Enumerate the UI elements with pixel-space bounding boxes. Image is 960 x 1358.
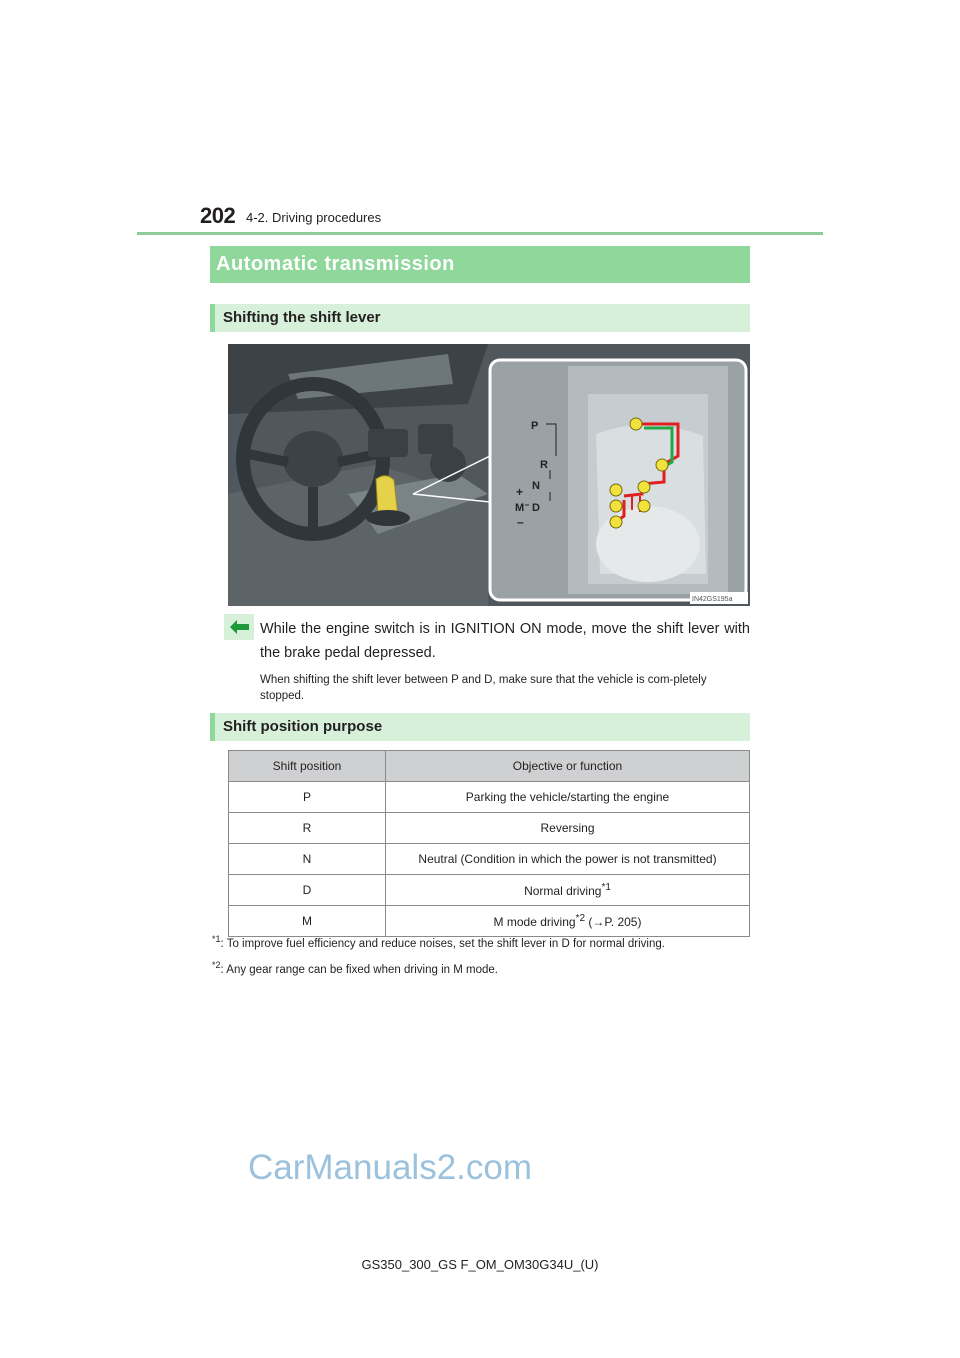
subsection-title: Shift position purpose [223, 718, 383, 735]
arrow-left-icon [224, 614, 254, 640]
footnote-mark: *2 [575, 913, 585, 924]
table-row [229, 906, 750, 937]
gate-label-plus: + [516, 485, 524, 499]
footer-code: GS350_300_GS F_OM_OM30G34U_(U) [361, 1257, 599, 1272]
subsection-shifting [210, 304, 750, 332]
section-label: 4-2. Driving procedures [246, 210, 382, 225]
page-title: Automatic transmission [216, 253, 455, 275]
function-text: Normal driving [524, 884, 602, 898]
instruction-text: While the engine switch is in IGNITION ON mode, move the shift lever with the brake pedal depressed. [260, 621, 750, 661]
gate-label-d: D [532, 502, 540, 514]
title-bar [210, 246, 750, 283]
cell-position: P [229, 782, 386, 813]
cell-position: D [229, 875, 386, 906]
page-number: 202 [200, 203, 236, 228]
header-objective: Objective or function [386, 751, 750, 782]
subsection-title: Shifting the shift lever [223, 309, 381, 326]
table-row [229, 875, 750, 906]
gate-label-m: M [515, 502, 525, 514]
footnote-1 [212, 934, 772, 950]
shift-position-table [228, 750, 750, 937]
header-rule [137, 232, 823, 235]
footnote-mark: *2 [212, 960, 221, 970]
watermark-link[interactable]: CarManuals2.com [248, 1148, 532, 1187]
gate-label-minus: – [517, 515, 524, 529]
function-text: M mode driving [493, 915, 576, 929]
shift-lever-illustration [228, 344, 750, 606]
gate-label-n: N [532, 480, 540, 492]
footnote-mark: *1 [601, 882, 611, 893]
cell-position: M [229, 906, 386, 937]
footnote-text: : Any gear range can be fixed when driving in M mode. [220, 963, 498, 976]
cell-function [386, 875, 750, 906]
cell-function: Reversing [386, 813, 750, 844]
table-row [229, 813, 750, 844]
figure-code: IN42GS195a [692, 596, 733, 603]
table-row [229, 844, 750, 875]
footnote-2 [212, 960, 772, 976]
subsection-purpose [210, 713, 750, 741]
illustration-svg [228, 344, 750, 606]
note-text: When shifting the shift lever between P and D, make sure that the vehicle is com-pletely stopped. [260, 674, 707, 702]
gate-label-r: R [540, 459, 548, 471]
footnote-text: : To improve fuel efficiency and reduce noises, set the shift lever in D for normal driving. [220, 937, 665, 950]
cell-position: R [229, 813, 386, 844]
table-header-row [229, 751, 750, 782]
cell-function [386, 906, 750, 937]
page-reference: (→P. 205) [585, 915, 642, 929]
cell-function: Parking the vehicle/starting the engine [386, 782, 750, 813]
header-shift-position: Shift position [229, 751, 386, 782]
cell-position: N [229, 844, 386, 875]
cell-function: Neutral (Condition in which the power is not transmitted) [386, 844, 750, 875]
footnote-mark: *1 [212, 934, 221, 944]
gate-label-p: P [531, 420, 539, 432]
table-row [229, 782, 750, 813]
